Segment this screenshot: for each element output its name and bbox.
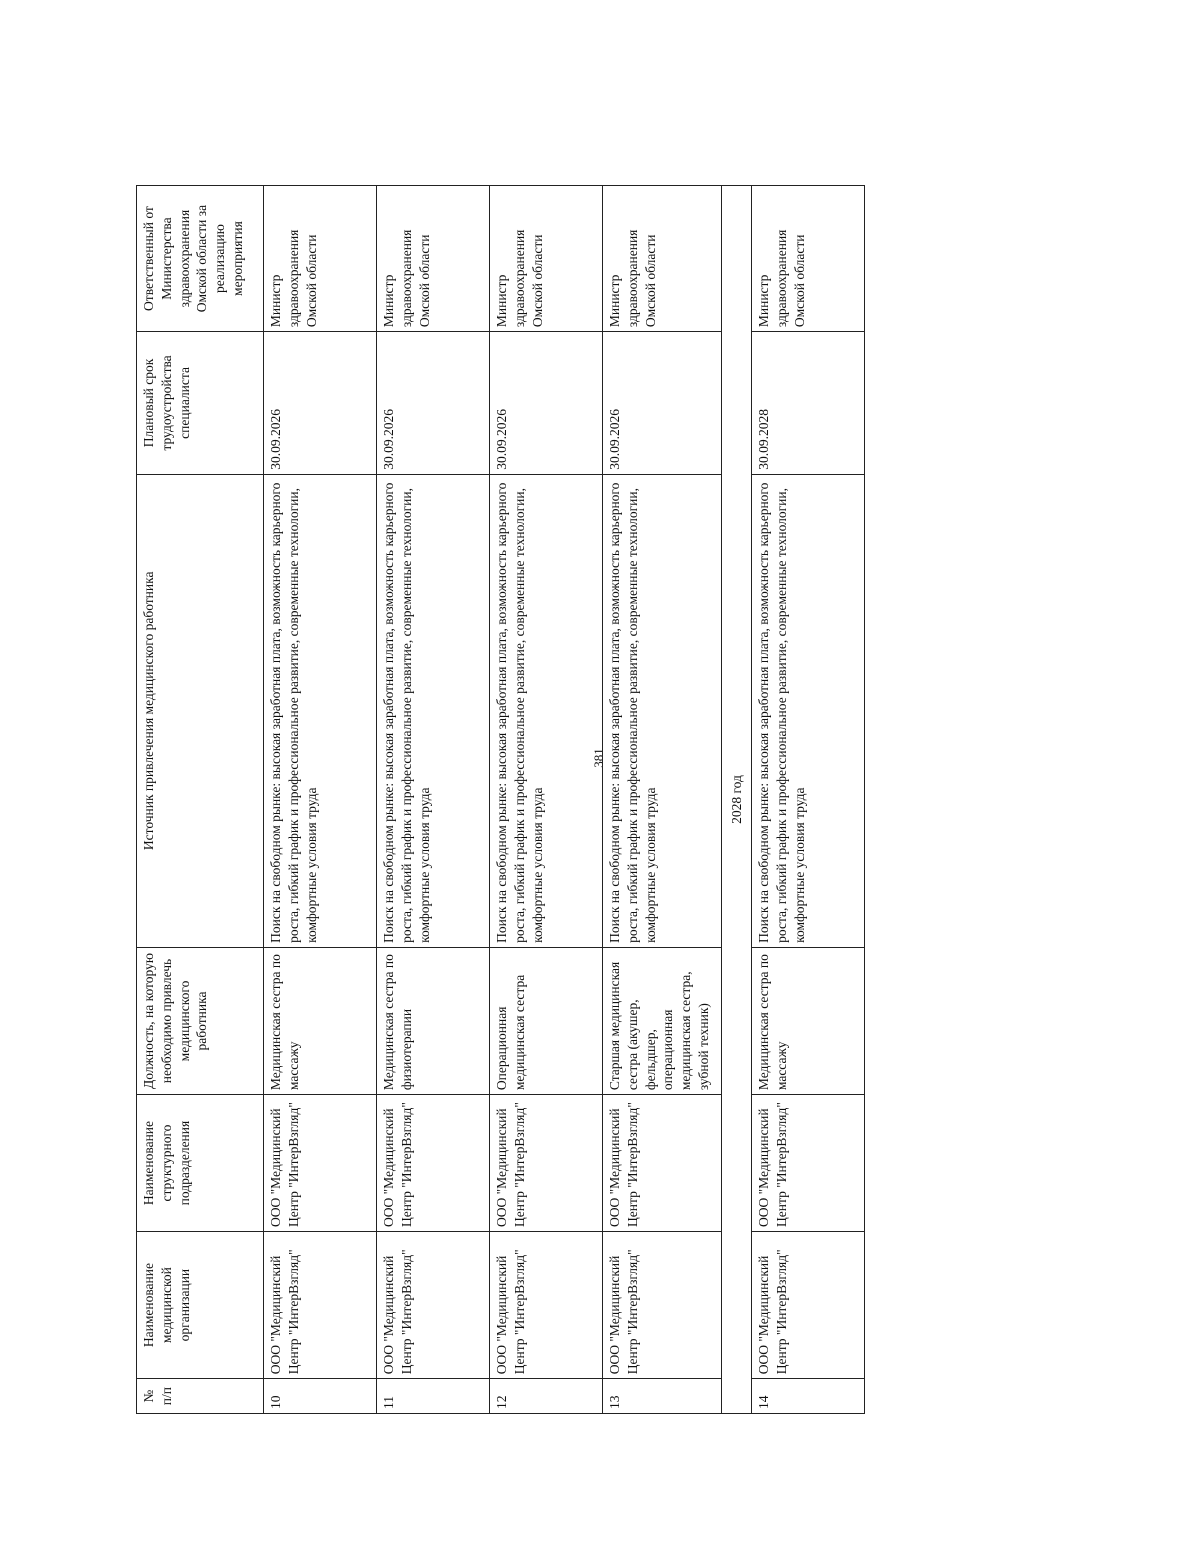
header-responsible: Ответственный от Министерства здравоохранения Омской области за реализацию мероприятия [137, 186, 264, 332]
header-number: № п/п [137, 1379, 264, 1414]
cell-responsible: Министр здравоохранения Омской области [264, 186, 377, 332]
table-row [603, 186, 722, 1414]
cell-responsible: Министр здравоохранения Омской области [490, 186, 603, 332]
year-section-row [722, 186, 752, 1414]
staffing-table [136, 185, 865, 1414]
cell-responsible: Министр здравоохранения Омской области [377, 186, 490, 332]
cell-organization: ООО "Медицинский Центр "ИнтерВзгляд" [752, 1231, 865, 1378]
cell-subdivision: ООО "Медицинский Центр "ИнтерВзгляд" [603, 1095, 722, 1232]
table-row [752, 186, 865, 1414]
cell-planned-date: 30.09.2026 [264, 332, 377, 475]
cell-responsible: Министр здравоохранения Омской области [752, 186, 865, 332]
cell-subdivision: ООО "Медицинский Центр "ИнтерВзгляд" [490, 1095, 603, 1232]
rotated-table-container [136, 185, 844, 1414]
cell-subdivision: ООО "Медицинский Центр "ИнтерВзгляд" [264, 1095, 377, 1232]
header-subdivision: Наименование структурного подразделения [137, 1095, 264, 1232]
cell-organization: ООО "Медицинский Центр "ИнтерВзгляд" [264, 1231, 377, 1378]
cell-source: Поиск на свободном рынке: высокая заработная плата, возможность карьерного роста, гибкий график и профессиональное развитие, современные технологии, комфортные условия труда [264, 474, 377, 947]
cell-number: 14 [752, 1379, 865, 1414]
cell-position: Операционная медицинская сестра [490, 947, 603, 1094]
cell-source: Поиск на свободном рынке: высокая заработная плата, возможность карьерного роста, гибкий график и профессиональное развитие, современные технологии, комфортные условия труда [752, 474, 865, 947]
year-section-label: 2028 год [722, 186, 752, 1414]
cell-source: Поиск на свободном рынке: высокая заработная плата, возможность карьерного роста, гибкий график и профессиональное развитие, современные технологии, комфортные условия труда [490, 474, 603, 947]
cell-source: Поиск на свободном рынке: высокая заработная плата, возможность карьерного роста, гибкий график и профессиональное развитие, современные технологии, комфортные условия труда [603, 474, 722, 947]
cell-planned-date: 30.09.2028 [752, 332, 865, 475]
table-row [264, 186, 377, 1414]
cell-number: 12 [490, 1379, 603, 1414]
cell-organization: ООО "Медицинский Центр "ИнтерВзгляд" [603, 1231, 722, 1378]
header-position: Должность, на которую необходимо привлечь медицинского работника [137, 947, 264, 1094]
cell-position: Медицинская сестра по массажу [752, 947, 865, 1094]
cell-number: 13 [603, 1379, 722, 1414]
page-number: 381 [591, 748, 606, 768]
cell-organization: ООО "Медицинский Центр "ИнтерВзгляд" [377, 1231, 490, 1378]
cell-position: Медицинская сестра по массажу [264, 947, 377, 1094]
table-row [377, 186, 490, 1414]
cell-planned-date: 30.09.2026 [377, 332, 490, 475]
cell-organization: ООО "Медицинский Центр "ИнтерВзгляд" [490, 1231, 603, 1378]
table-header-row [137, 186, 264, 1414]
cell-source: Поиск на свободном рынке: высокая заработная плата, возможность карьерного роста, гибкий график и профессиональное развитие, современные технологии, комфортные условия труда [377, 474, 490, 947]
header-organization: Наименование медицинской организации [137, 1231, 264, 1378]
cell-position: Старшая медицинская сестра (акушер, фельдшер, операционная медицинская сестра, зубной техник) [603, 947, 722, 1094]
cell-planned-date: 30.09.2026 [490, 332, 603, 475]
table-row [490, 186, 603, 1414]
cell-subdivision: ООО "Медицинский Центр "ИнтерВзгляд" [377, 1095, 490, 1232]
cell-planned-date: 30.09.2026 [603, 332, 722, 475]
cell-subdivision: ООО "Медицинский Центр "ИнтерВзгляд" [752, 1095, 865, 1232]
header-source: Источник привлечения медицинского работника [137, 474, 264, 947]
cell-position: Медицинская сестра по физиотерапии [377, 947, 490, 1094]
cell-number: 11 [377, 1379, 490, 1414]
cell-responsible: Министр здравоохранения Омской области [603, 186, 722, 332]
header-planned-date: Плановый срок трудоустройства специалиста [137, 332, 264, 475]
cell-number: 10 [264, 1379, 377, 1414]
